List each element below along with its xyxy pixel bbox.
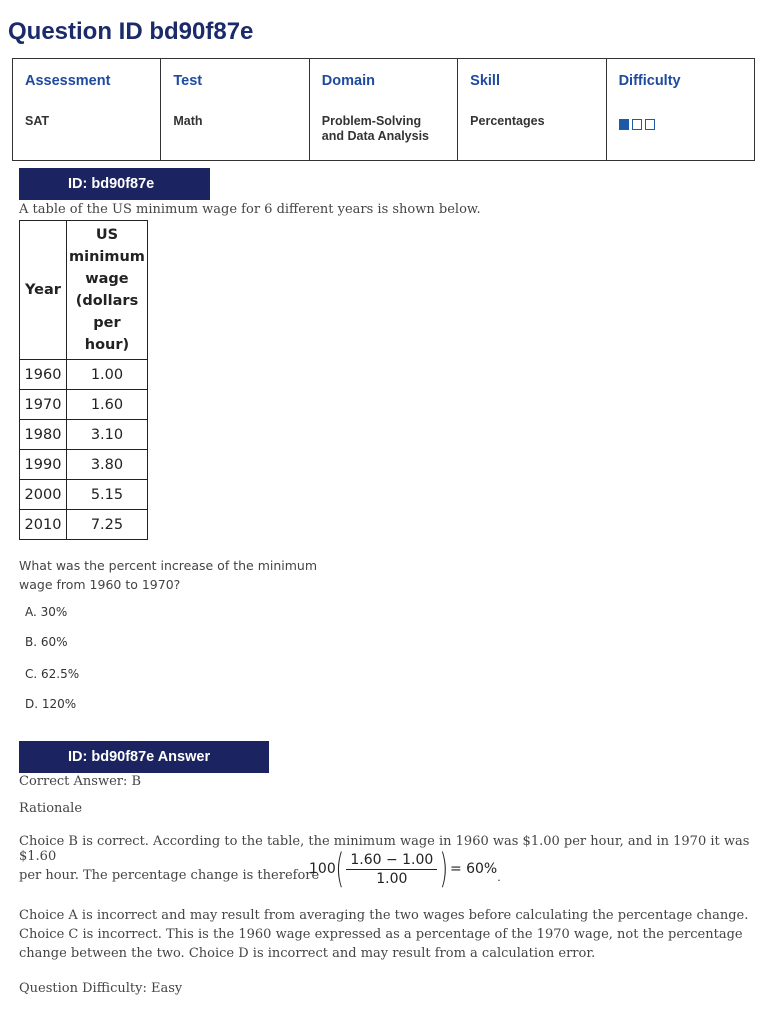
difficulty-box-icon — [619, 119, 629, 130]
choice-b[interactable]: B. 60% — [25, 635, 68, 649]
table-cell-year: 2000 — [20, 480, 67, 510]
table-cell-wage: 3.10 — [67, 420, 148, 450]
choice-a[interactable]: A. 30% — [25, 605, 68, 619]
rationale-para2-line2: Choice C is incorrect. This is the 1960 wage expressed as a percentage of the 1970 wage, not the percentage — [19, 927, 743, 942]
difficulty-box-icon — [645, 119, 655, 130]
table-cell-wage: 7.25 — [67, 510, 148, 540]
table-cell-year: 1970 — [20, 390, 67, 420]
meta-assessment-header: Assessment — [25, 73, 111, 89]
table-cell-year: 1960 — [20, 360, 67, 390]
rationale-para2-line3: change between the two. Choice D is incorrect and may result from a calculation error. — [19, 946, 596, 961]
wage-table — [19, 220, 148, 540]
formula-coefficient: 100 — [309, 861, 336, 877]
formula-denominator: 1.00 — [376, 870, 408, 887]
wage-table-body — [20, 360, 148, 540]
meta-test-header: Test — [173, 73, 203, 89]
meta-assessment-value: SAT — [25, 114, 50, 128]
table-cell-year: 2010 — [20, 510, 67, 540]
table-row — [20, 510, 148, 540]
table-cell-year: 1990 — [20, 450, 67, 480]
rationale-label: Rationale — [19, 801, 83, 816]
rationale-para1-line2: per hour. The percentage change is therefore — [19, 868, 320, 883]
correct-answer: Correct Answer: B — [19, 774, 142, 789]
question-prompt-line2: wage from 1960 to 1970? — [19, 577, 181, 592]
difficulty-box-icon — [632, 119, 642, 130]
question-intro: A table of the US minimum wage for 6 different years is shown below. — [19, 202, 481, 217]
meta-domain-cell — [309, 59, 457, 161]
formula-fraction — [346, 852, 437, 887]
choice-d[interactable]: D. 120% — [25, 697, 77, 711]
question-difficulty: Question Difficulty: Easy — [19, 981, 183, 996]
formula-period: . — [497, 871, 501, 884]
percent-change-formula — [309, 846, 501, 892]
table-row — [20, 450, 148, 480]
question-id-banner: ID: bd90f87e — [19, 168, 210, 200]
table-cell-wage: 5.15 — [67, 480, 148, 510]
meta-skill-cell — [458, 59, 606, 161]
table-row — [20, 390, 148, 420]
meta-test-value: Math — [173, 114, 203, 128]
table-header-wage: US minimum wage (dollars per hour) — [67, 221, 148, 360]
table-header-year: Year — [20, 221, 67, 360]
formula-result: = 60% — [449, 861, 498, 877]
meta-skill-value: Percentages — [470, 114, 545, 128]
difficulty-indicator — [619, 119, 742, 130]
meta-assessment-cell — [13, 59, 161, 161]
table-row — [20, 360, 148, 390]
formula-numerator: 1.60 − 1.00 — [346, 852, 437, 870]
right-paren-icon: ) — [439, 846, 449, 892]
meta-difficulty-header: Difficulty — [618, 73, 681, 89]
table-cell-wage: 3.80 — [67, 450, 148, 480]
meta-test-cell — [161, 59, 309, 161]
meta-domain-header: Domain — [321, 73, 375, 89]
rationale-para1-line1: Choice B is correct. According to the table, the minimum wage in 1960 was $1.00 per hour, and in 1970 it was $1.60 — [19, 834, 750, 864]
table-cell-wage: 1.00 — [67, 360, 148, 390]
table-cell-wage: 1.60 — [67, 390, 148, 420]
choice-c[interactable]: C. 62.5% — [25, 667, 80, 681]
table-row — [20, 420, 148, 450]
meta-difficulty-cell — [606, 59, 754, 161]
question-prompt-line1: What was the percent increase of the minimum — [19, 558, 318, 573]
table-cell-year: 1980 — [20, 420, 67, 450]
left-paren-icon: ( — [335, 846, 344, 892]
meta-domain-value: Problem-Solving and Data Analysis — [321, 114, 429, 143]
table-row — [20, 480, 148, 510]
page-title: Question ID bd90f87e — [8, 18, 254, 45]
question-meta-table — [12, 58, 755, 161]
meta-skill-header: Skill — [470, 73, 500, 89]
answer-id-banner: ID: bd90f87e Answer — [19, 741, 269, 773]
rationale-para2-line1: Choice A is incorrect and may result from averaging the two wages before calculating the percentage change. — [19, 908, 749, 923]
